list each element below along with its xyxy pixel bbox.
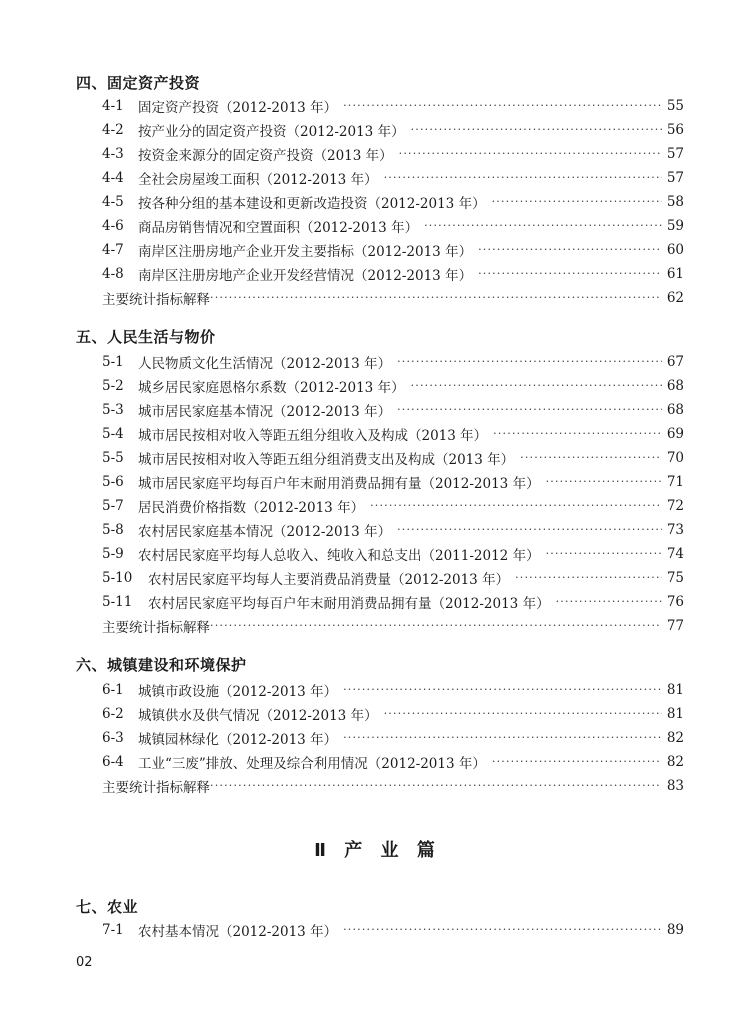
entry-title: 南岸区注册房地产企业开发经营情况（2012-2013 年） xyxy=(138,268,473,284)
entry-number: 4-1 xyxy=(102,98,124,114)
entry-number: 5-7 xyxy=(102,498,124,514)
toc-entry-6-2[interactable] xyxy=(102,704,684,724)
note-page: 77 xyxy=(666,618,684,634)
dot-leader xyxy=(397,400,662,420)
dot-leader xyxy=(546,472,662,492)
dot-leader xyxy=(546,544,662,564)
dot-leader xyxy=(384,704,662,724)
entry-number: 6-4 xyxy=(102,754,124,770)
note-title: 主要统计指标解释 xyxy=(102,620,210,636)
entry-title: 居民消费价格指数（2012-2013 年） xyxy=(138,500,365,516)
entry-title: 城市居民按相对收入等距五组分组收入及构成（2013 年） xyxy=(138,428,488,444)
entry-page: 60 xyxy=(666,242,684,258)
entry-page: 68 xyxy=(666,402,684,418)
entry-number: 4-7 xyxy=(102,242,124,258)
entry-number: 5-6 xyxy=(102,474,124,490)
entry-page: 55 xyxy=(666,98,684,114)
note-title: 主要统计指标解释 xyxy=(102,780,210,796)
entry-title: 按各种分组的基本建设和更新改造投资（2012-2013 年） xyxy=(138,196,486,212)
entry-title: 农村基本情况（2012-2013 年） xyxy=(138,924,338,940)
dot-leader xyxy=(343,728,662,748)
entry-title: 商品房销售情况和空置面积（2012-2013 年） xyxy=(138,220,419,236)
entry-title: 农村居民家庭平均每人总收入、纯收入和总支出（2011-2012 年） xyxy=(138,548,540,564)
entry-title: 全社会房屋竣工面积（2012-2013 年） xyxy=(138,172,378,188)
toc-entry-4-5[interactable] xyxy=(102,192,684,212)
section-heading-6: 六、城镇建设和环境保护 xyxy=(76,656,247,674)
entry-number: 6-1 xyxy=(102,682,124,698)
entry-page: 75 xyxy=(666,570,684,586)
entry-title: 按产业分的固定资产投资（2012-2013 年） xyxy=(138,124,405,140)
toc-entry-7-1[interactable] xyxy=(102,920,684,940)
entry-page: 57 xyxy=(666,146,684,162)
section-heading-7: 七、农业 xyxy=(76,898,139,916)
toc-entry-6-4[interactable] xyxy=(102,752,684,772)
toc-entry-4-3[interactable] xyxy=(102,144,684,164)
toc-note-6[interactable] xyxy=(102,776,684,796)
toc-entry-4-2[interactable] xyxy=(102,120,684,140)
entry-number: 4-6 xyxy=(102,218,124,234)
entry-title: 固定资产投资（2012-2013 年） xyxy=(138,100,338,116)
entry-number: 5-4 xyxy=(102,426,124,442)
entry-number: 4-3 xyxy=(102,146,124,162)
entry-number: 5-3 xyxy=(102,402,124,418)
entry-number: 6-2 xyxy=(102,706,124,722)
entry-number: 5-8 xyxy=(102,522,124,538)
entry-number: 5-5 xyxy=(102,450,124,466)
entry-page: 68 xyxy=(666,378,684,394)
entry-page: 81 xyxy=(666,682,684,698)
dot-leader xyxy=(343,680,662,700)
toc-note-5[interactable] xyxy=(102,616,684,636)
toc-entry-5-5[interactable] xyxy=(102,448,684,468)
dot-leader xyxy=(492,192,662,212)
toc-entry-5-9[interactable] xyxy=(102,544,684,564)
dot-leader xyxy=(210,288,662,308)
dot-leader xyxy=(411,376,662,396)
toc-entry-5-8[interactable] xyxy=(102,520,684,540)
entry-page: 72 xyxy=(666,498,684,514)
entry-number: 5-1 xyxy=(102,354,124,370)
entry-page: 74 xyxy=(666,546,684,562)
dot-leader xyxy=(343,920,662,940)
entry-page: 69 xyxy=(666,426,684,442)
section-heading-4: 四、固定资产投资 xyxy=(76,74,201,92)
entry-number: 4-8 xyxy=(102,266,124,282)
toc-entry-4-4[interactable] xyxy=(102,168,684,188)
entry-page: 89 xyxy=(666,922,684,938)
entry-page: 67 xyxy=(666,354,684,370)
dot-leader xyxy=(384,168,662,188)
toc-entry-5-2[interactable] xyxy=(102,376,684,396)
dot-leader xyxy=(556,592,662,612)
toc-entry-6-1[interactable] xyxy=(102,680,684,700)
page-number: 02 xyxy=(76,955,93,970)
toc-entry-5-11[interactable] xyxy=(102,592,684,612)
entry-title: 城镇供水及供气情况（2012-2013 年） xyxy=(138,708,378,724)
part-title: Ⅱ 产 业 篇 xyxy=(314,840,441,861)
dot-leader xyxy=(493,424,662,444)
entry-title: 按资金来源分的固定资产投资（2013 年） xyxy=(138,148,393,164)
entry-page: 82 xyxy=(666,730,684,746)
toc-entry-4-6[interactable] xyxy=(102,216,684,236)
entry-page: 73 xyxy=(666,522,684,538)
dot-leader xyxy=(399,144,662,164)
toc-note-4[interactable] xyxy=(102,288,684,308)
entry-number: 7-1 xyxy=(102,922,124,938)
entry-number: 4-5 xyxy=(102,194,124,210)
dot-leader xyxy=(424,216,662,236)
dot-leader xyxy=(370,496,662,516)
entry-title: 城市居民按相对收入等距五组分组消费支出及构成（2013 年） xyxy=(138,452,515,468)
entry-number: 6-3 xyxy=(102,730,124,746)
entry-page: 61 xyxy=(666,266,684,282)
entry-number: 5-10 xyxy=(102,570,133,586)
entry-page: 81 xyxy=(666,706,684,722)
entry-page: 71 xyxy=(666,474,684,490)
entry-title: 城市居民家庭基本情况（2012-2013 年） xyxy=(138,404,392,420)
toc-entry-5-7[interactable] xyxy=(102,496,684,516)
toc-entry-5-4[interactable] xyxy=(102,424,684,444)
dot-leader xyxy=(492,752,662,772)
entry-title: 城镇园林绿化（2012-2013 年） xyxy=(138,732,338,748)
section-heading-5: 五、人民生活与物价 xyxy=(76,328,216,346)
entry-page: 58 xyxy=(666,194,684,210)
entry-page: 59 xyxy=(666,218,684,234)
note-title: 主要统计指标解释 xyxy=(102,292,210,308)
entry-number: 4-2 xyxy=(102,122,124,138)
dot-leader xyxy=(397,352,662,372)
entry-number: 4-4 xyxy=(102,170,124,186)
dot-leader xyxy=(411,120,662,140)
entry-title: 工业“三废”排放、处理及综合利用情况（2012-2013 年） xyxy=(138,756,486,772)
dot-leader xyxy=(520,448,662,468)
toc-entry-4-8[interactable] xyxy=(102,264,684,284)
entry-number: 5-11 xyxy=(102,594,133,610)
entry-page: 70 xyxy=(666,450,684,466)
entry-title: 城市居民家庭平均每百户年末耐用消费品拥有量（2012-2013 年） xyxy=(138,476,540,492)
entry-title: 城镇市政设施（2012-2013 年） xyxy=(138,684,338,700)
dot-leader xyxy=(210,776,662,796)
entry-page: 76 xyxy=(666,594,684,610)
note-page: 62 xyxy=(666,290,684,306)
toc-entry-6-3[interactable] xyxy=(102,728,684,748)
entry-title: 南岸区注册房地产企业开发主要指标（2012-2013 年） xyxy=(138,244,473,260)
dot-leader xyxy=(515,568,662,588)
entry-number: 5-9 xyxy=(102,546,124,562)
toc-entry-5-6[interactable] xyxy=(102,472,684,492)
toc-entry-5-10[interactable] xyxy=(102,568,684,588)
note-page: 83 xyxy=(666,778,684,794)
entry-title: 农村居民家庭基本情况（2012-2013 年） xyxy=(138,524,392,540)
toc-entry-5-3[interactable] xyxy=(102,400,684,420)
dot-leader xyxy=(343,96,662,116)
entry-title: 人民物质文化生活情况（2012-2013 年） xyxy=(138,356,392,372)
toc-entry-4-1[interactable] xyxy=(102,96,684,116)
entry-title: 农村居民家庭平均每百户年末耐用消费品拥有量（2012-2013 年） xyxy=(148,596,550,612)
entry-page: 56 xyxy=(666,122,684,138)
dot-leader xyxy=(397,520,662,540)
dot-leader xyxy=(210,616,662,636)
dot-leader xyxy=(478,264,662,284)
toc-entry-4-7[interactable] xyxy=(102,240,684,260)
entry-page: 82 xyxy=(666,754,684,770)
toc-entry-5-1[interactable] xyxy=(102,352,684,372)
entry-title: 农村居民家庭平均每人主要消费品消费量（2012-2013 年） xyxy=(148,572,510,588)
entry-page: 57 xyxy=(666,170,684,186)
entry-number: 5-2 xyxy=(102,378,124,394)
dot-leader xyxy=(478,240,662,260)
entry-title: 城乡居民家庭恩格尔系数（2012-2013 年） xyxy=(138,380,405,396)
